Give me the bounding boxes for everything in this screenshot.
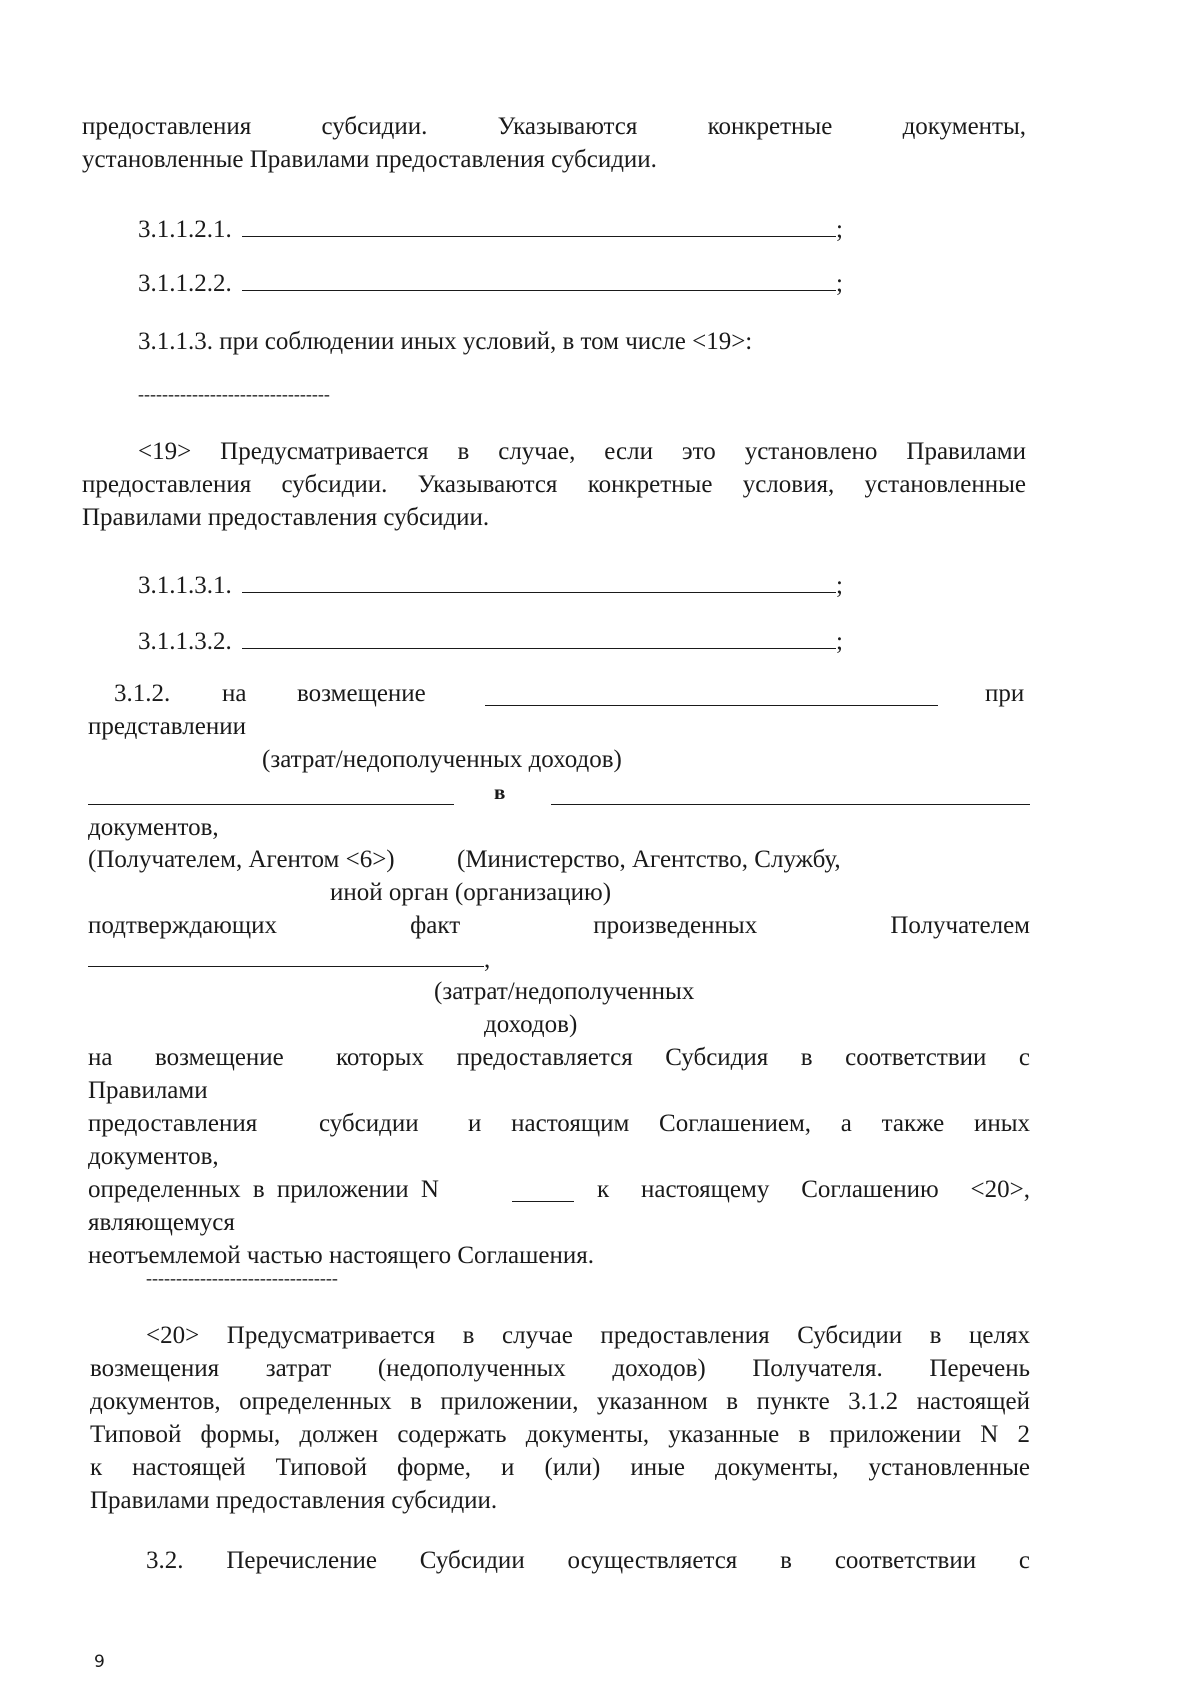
word: произведенных: [593, 912, 758, 939]
blank-fill-line: [485, 681, 938, 706]
word: Субсидии: [419, 1547, 525, 1574]
para1-line1: [82, 110, 1026, 143]
word: документы,: [902, 113, 1027, 140]
blank-fill-line: [512, 1177, 574, 1202]
item-3-1-2-word-pri: при: [985, 680, 1025, 707]
item-3-1-2-line2: представлении: [88, 713, 246, 740]
item-3-1-2-line4: документов,: [88, 814, 219, 841]
item-3-1-1-2-2: [138, 266, 843, 300]
para1-line2: установленные Правилами предоставления субсидии.: [82, 146, 657, 173]
item-3-1-2-line14-a: определенных в приложении N: [88, 1176, 439, 1203]
footnote19-line3: Правилами предоставления субсидии.: [82, 504, 490, 531]
blank-fill-line: [88, 942, 484, 967]
item-label: 3.1.1.2.1.: [138, 216, 232, 243]
item-3-1-2-line7: [88, 909, 1030, 942]
blank-fill-line: [242, 266, 836, 291]
item-3-1-1-3: 3.1.1.3. при соблюдении иных условий, в том числе <19>:: [138, 328, 753, 355]
item-label: 3.1.1.3.2.: [138, 628, 232, 655]
item-3-1-2-line13: документов,: [88, 1143, 219, 1170]
item-label: 3.1.1.2.2.: [138, 270, 232, 297]
item-3-1-2-line12-a: предоставления: [88, 1110, 258, 1137]
page-number: 9: [94, 1652, 105, 1672]
item-3-1-2-line10-vozm: возмещение: [155, 1044, 284, 1071]
word: соответствии: [834, 1547, 977, 1574]
item-3-1-2-line11: Правилами: [88, 1077, 208, 1104]
footnote-separator: --------------------------------: [146, 1268, 338, 1288]
word: Получателем: [890, 912, 1030, 939]
footnote20-line3: документов, определенных в приложении, указанном в пункте 3.1.2 настоящей: [90, 1388, 1030, 1415]
footnote20-line6: Правилами предоставления субсидии.: [90, 1487, 498, 1514]
item-3-1-2-num: 3.1.2.: [114, 680, 171, 707]
footnote20-line4: Типовой формы, должен содержать документы, указанные в приложении N 2: [90, 1421, 1030, 1448]
item-3-1-2-line12-c: и настоящим Соглашением, а также иных: [468, 1110, 1030, 1137]
item-end: ;: [836, 572, 843, 599]
word: подтверждающих: [88, 912, 277, 939]
blank-fill-line: [88, 780, 454, 805]
word: осуществляется: [567, 1547, 738, 1574]
footnote-separator: --------------------------------: [138, 384, 330, 404]
blank-fill-line: [242, 212, 836, 237]
caption-dokhodov: доходов): [484, 1011, 578, 1038]
item-3-1-2-line10-rest: которых предоставляется Субсидия в соответствии с: [336, 1044, 1030, 1071]
caption-ministerstvo: (Министерство, Агентство, Службу,: [457, 846, 841, 873]
word: с: [1018, 1547, 1031, 1574]
word: факт: [410, 912, 461, 939]
footnote20-line2: возмещения затрат (недополученных доходов) Получателя. Перечень: [90, 1355, 1030, 1382]
word: 3.2.: [146, 1547, 184, 1574]
item-3-1-2-word-na: на: [222, 680, 247, 707]
item-end: ;: [836, 216, 843, 243]
word: конкретные: [707, 113, 833, 140]
blank-fill-line: [242, 568, 836, 593]
caption-inoy-organ: иной орган (организацию): [330, 879, 612, 906]
blank-fill-line: [551, 780, 1030, 805]
word: предоставления: [82, 113, 252, 140]
word: Указываются: [497, 113, 638, 140]
item-3-1-1-3-2: [138, 624, 843, 658]
item-3-1-1-2-1: [138, 212, 843, 246]
item-3-1-2-word-vozm: возмещение: [297, 680, 426, 707]
item-3-1-2-line16: неотъемлемой частью настоящего Соглашения.: [88, 1242, 594, 1269]
footnote20-line1: <20> Предусматривается в случае предоставления Субсидии в целях: [146, 1322, 1030, 1349]
caption-poluchatelem: (Получателем, Агентом <6>): [88, 846, 395, 873]
footnote20-line5: к настоящей Типовой форме, и (или) иные документы, установленные: [90, 1454, 1030, 1481]
item-3-1-2-line15: являющемуся: [88, 1209, 235, 1236]
item-label: 3.1.1.3.1.: [138, 572, 232, 599]
word: в: [780, 1547, 792, 1574]
blank-fill-line: [242, 624, 836, 649]
item-3-1-2-line8: [88, 942, 490, 976]
word-v: в: [494, 780, 506, 804]
comma: ,: [484, 946, 491, 973]
word: субсидии.: [321, 113, 428, 140]
item-3-2: [146, 1544, 1030, 1577]
item-3-1-2-line14-b: к настоящему Соглашению <20>,: [597, 1176, 1030, 1203]
caption-zatrat: (затрат/недополученных доходов): [262, 746, 622, 773]
footnote19-line2: предоставления субсидии. Указываются конкретные условия, установленные: [82, 471, 1026, 498]
caption-zatrat-2: (затрат/недополученных: [434, 978, 695, 1005]
item-end: ;: [836, 628, 843, 655]
item-3-1-2-line10-na: на: [88, 1044, 113, 1071]
item-3-1-1-3-1: [138, 568, 843, 602]
word: Перечисление: [226, 1547, 377, 1574]
item-end: ;: [836, 270, 843, 297]
footnote19-line1: <19> Предусматривается в случае, если это установлено Правилами: [138, 438, 1026, 465]
item-3-1-2-line12-b: субсидии: [319, 1110, 419, 1137]
